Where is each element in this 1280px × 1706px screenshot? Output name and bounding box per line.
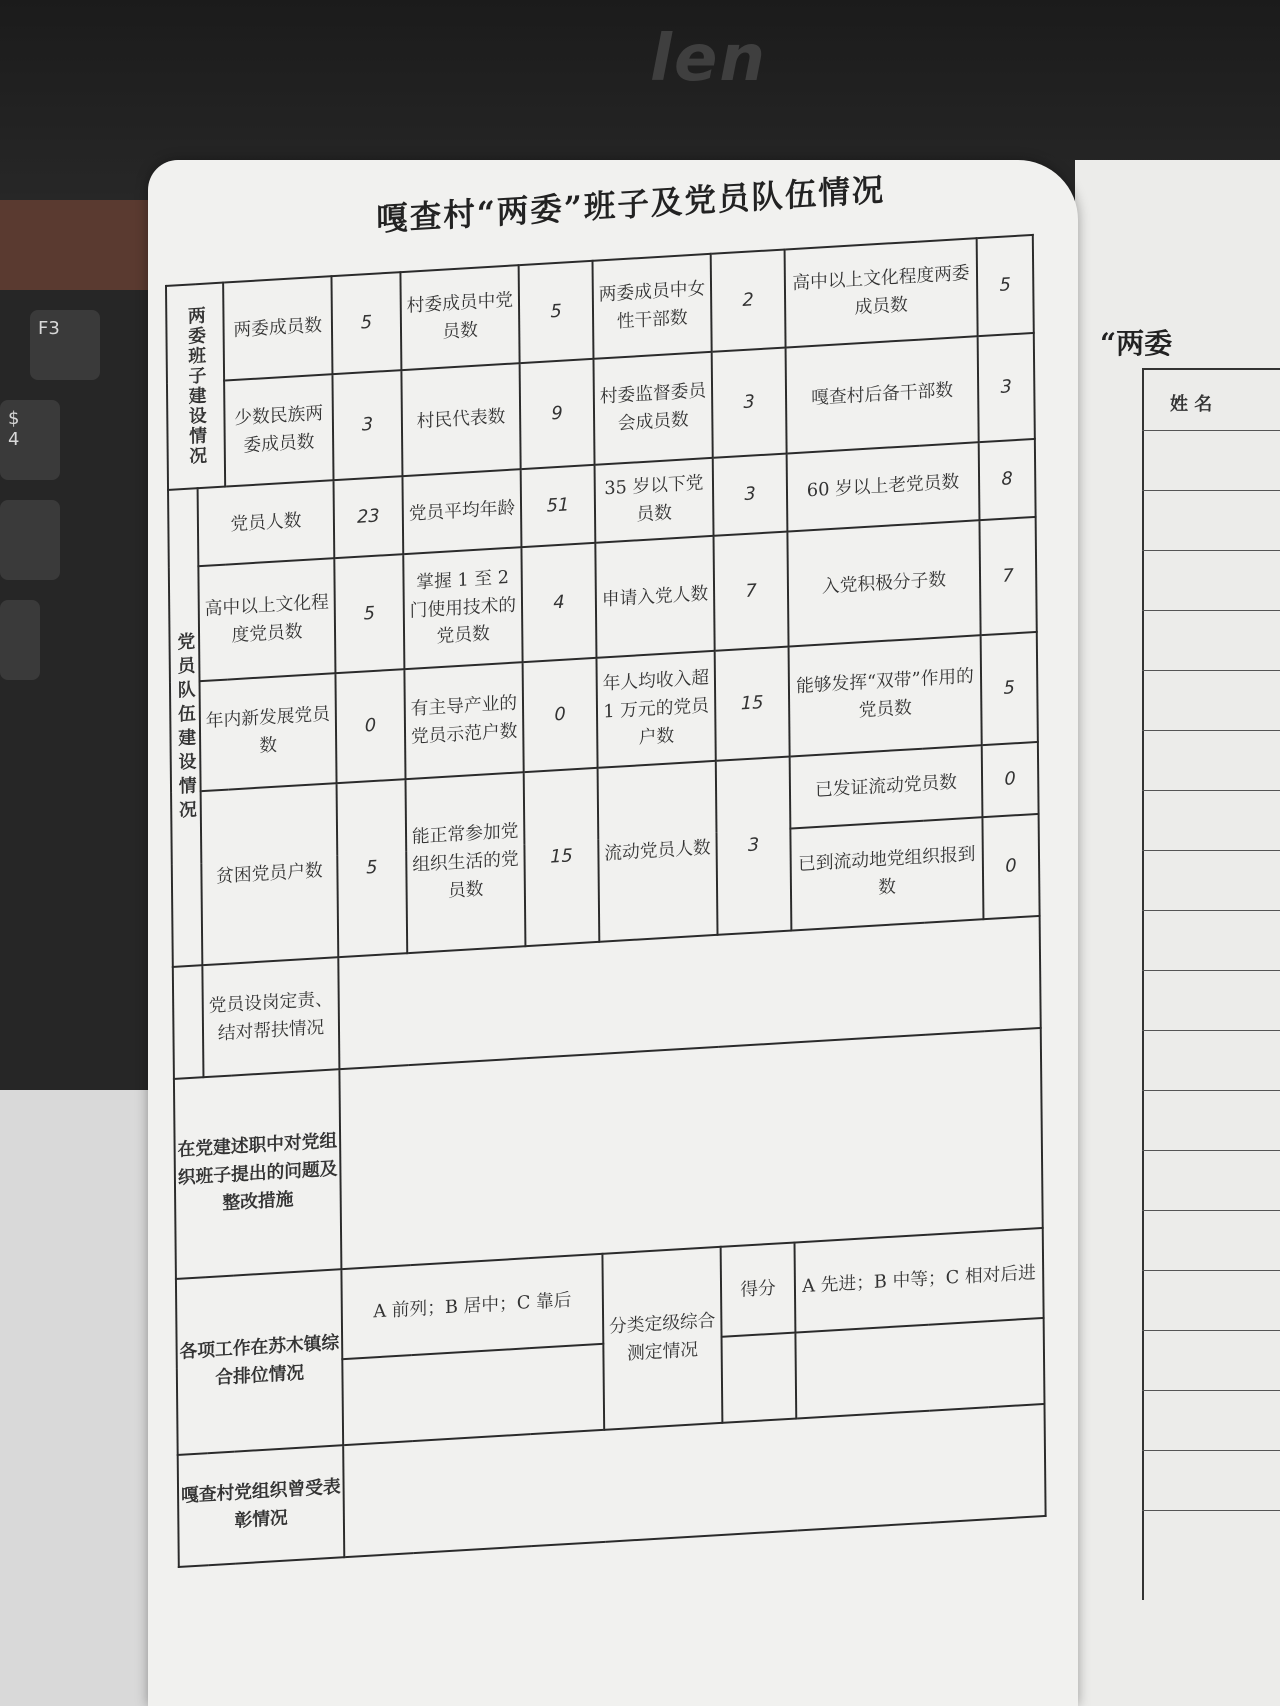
value-over-60: 8 (979, 439, 1036, 520)
next-page-rule (1142, 970, 1280, 971)
section-party-team: 党员队伍建设情况 (168, 488, 202, 967)
value-poor-households: 5 (337, 779, 408, 957)
next-page-rule (1142, 430, 1280, 431)
value-supervisory-members: 3 (712, 348, 787, 458)
next-page-rule (1142, 1270, 1280, 1271)
next-page-rule (1142, 550, 1280, 551)
value-double-lead: 5 (981, 632, 1038, 745)
value-high-school-committee: 5 (977, 235, 1034, 336)
next-page-rule (1142, 1150, 1280, 1151)
label-skilled-members: 掌握 1 至 2 门使用技术的党员数 (403, 547, 522, 669)
lenovo-logo: len (650, 22, 767, 96)
value-party-members-in-committee: 5 (519, 261, 594, 363)
value-certified-mobile: 0 (982, 742, 1039, 817)
value-high-school-party: 5 (334, 554, 404, 673)
label-income-households: 年人均收入超 1 万元的党员户数 (596, 651, 715, 768)
label-certified-mobile: 已发证流动党员数 (790, 745, 983, 828)
next-page-rule (1142, 490, 1280, 491)
label-average-age: 党员平均年龄 (402, 469, 521, 554)
label-over-60: 60 岁以上老党员数 (787, 442, 980, 531)
label-new-members: 年内新发展党员数 (200, 673, 337, 791)
next-page-table (1142, 368, 1280, 1600)
label-villager-reps: 村民代表数 (401, 363, 520, 476)
value-mobile-members: 3 (716, 757, 792, 935)
grade-options: A 先进；B 中等；C 相对后进 (795, 1228, 1044, 1333)
label-minority-members: 少数民族两委成员数 (224, 374, 333, 486)
value-active-members: 15 (524, 768, 600, 946)
key-blank (0, 500, 60, 580)
value-model-households: 0 (523, 658, 598, 772)
key-f3: F3 (30, 310, 100, 380)
content-score (722, 1333, 797, 1423)
label-ranking: 各项工作在苏木镇综合排位情况 (176, 1269, 343, 1455)
label-mobile-members: 流动党员人数 (598, 761, 718, 942)
key-dollar-bottom: 4 (8, 429, 20, 450)
label-classification: 分类定级综合测定情况 (602, 1247, 722, 1430)
label-activists: 入党积极分子数 (787, 520, 980, 646)
key-blank-2 (0, 600, 40, 680)
ranking-options: A 前列；B 居中；C 靠后 (341, 1254, 603, 1359)
label-commendations: 嘎查村党组织曾受表彰情况 (178, 1445, 345, 1567)
value-under-35: 3 (713, 454, 788, 536)
next-page-rule (1142, 730, 1280, 731)
section-committee: 两委班子建设情况 (166, 283, 225, 490)
label-under-35: 35 岁以下党员数 (595, 458, 714, 543)
key-dollar (0, 400, 60, 480)
label-poor-households: 贫困党员户数 (201, 783, 339, 965)
label-reported-mobile: 已到流动地党组织报到数 (790, 817, 983, 930)
value-activists: 7 (979, 517, 1036, 635)
next-page-rule (1142, 610, 1280, 611)
content-grade (795, 1318, 1044, 1419)
value-female-cadres: 2 (711, 250, 786, 352)
next-page-rule (1142, 1330, 1280, 1331)
next-page-col-header: 姓 名 (1170, 394, 1213, 415)
label-party-members-in-committee: 村委成员中党员数 (400, 265, 519, 370)
label-high-school-party: 高中以上文化程度党员数 (198, 558, 335, 681)
label-high-school-committee: 高中以上文化程度两委成员数 (785, 238, 978, 347)
next-page-rule (1142, 790, 1280, 791)
value-skilled-members: 4 (521, 543, 596, 662)
label-rectification: 在党建述职中对党组织班子提出的问题及整改措施 (174, 1069, 341, 1279)
label-party-members: 党员人数 (198, 480, 335, 566)
value-minority-members: 3 (332, 370, 402, 480)
next-page-rule (1142, 1030, 1280, 1031)
label-model-households: 有主导产业的党员示范户数 (404, 662, 523, 779)
value-villager-reps: 9 (520, 359, 595, 469)
content-ranking (342, 1344, 604, 1445)
label-reserve-cadres: 嘎查村后备干部数 (786, 336, 979, 453)
label-double-lead: 能够发挥“双带”作用的党员数 (789, 635, 982, 756)
value-party-members: 23 (334, 476, 404, 558)
label-applicants: 申请入党人数 (595, 536, 714, 658)
next-page-rule (1142, 670, 1280, 671)
value-reported-mobile: 0 (982, 814, 1039, 919)
value-income-households: 15 (715, 647, 790, 761)
form-sheet (165, 170, 1064, 1568)
key-dollar-top: $ (8, 408, 20, 429)
next-page-rule (1142, 850, 1280, 851)
value-new-members: 0 (335, 669, 405, 783)
label-score: 得分 (721, 1243, 796, 1337)
next-page-title: “两委 (1100, 327, 1173, 360)
label-active-members: 能正常参加党组织生活的党员数 (405, 772, 525, 953)
form-table (165, 234, 1047, 1568)
label-posts-assistance: 党员设岗定责、结对帮扶情况 (202, 957, 339, 1077)
next-page-rule (1142, 1390, 1280, 1391)
value-average-age: 51 (521, 465, 596, 547)
next-page-rule (1142, 910, 1280, 911)
value-committee-members: 5 (331, 272, 401, 374)
content-rectification (339, 1028, 1042, 1269)
label-female-cadres: 两委成员中女性干部数 (593, 254, 712, 359)
label-supervisory-members: 村委监督委员会成员数 (593, 352, 712, 465)
next-page-rule (1142, 1510, 1280, 1511)
next-page-rule (1142, 1090, 1280, 1091)
value-applicants: 7 (714, 532, 789, 651)
next-page-rule (1142, 1450, 1280, 1451)
label-committee-members: 两委成员数 (223, 276, 332, 380)
value-reserve-cadres: 3 (978, 333, 1035, 442)
section-party-team-continuation (173, 965, 204, 1079)
document-title: 嘎查村“两委”班子及党员队伍情况 (376, 170, 886, 239)
next-page-rule (1142, 1210, 1280, 1211)
